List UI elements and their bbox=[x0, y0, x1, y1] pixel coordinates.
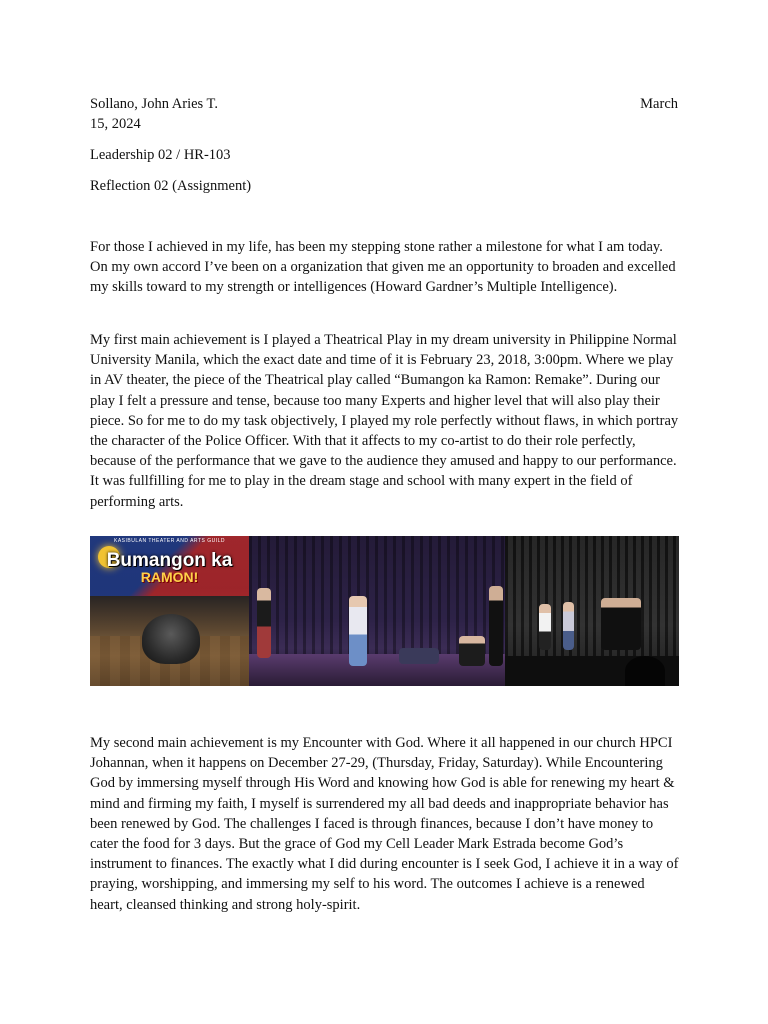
poster-title-line1: Bumangon ka bbox=[106, 550, 233, 571]
paragraph-first-achievement: My first main achievement is I played a Theatrical Play in my dream university in Philippine Normal University Manila, which the exact date and time of it is February 23, 2018, 3:00pm. Where we play in AV theater, the piece of the Theatrical play called “Bumangon ka Ramon: Remake”. During our play I felt a pressure and tense, because too many Experts and higher level that will also play their piece. So for me to do my task objectively, I played my role perfectly without flaws, in which portray the character of the Police Officer. With that it affects to my co-artist to do their role perfectly, because of the performance that we gave to the audience they amused and happy to our performance. It was fullfilling for me to play in the dream stage and school with many expert in the field of performing arts. bbox=[90, 332, 679, 510]
performer-figure bbox=[459, 636, 485, 666]
stage-photo-1 bbox=[249, 536, 505, 686]
performer-figure bbox=[601, 598, 641, 650]
poster-title-line2: RAMON! bbox=[140, 569, 199, 585]
performer-figure bbox=[399, 648, 439, 664]
header-name-line bbox=[90, 94, 678, 114]
curtain-graphic bbox=[505, 536, 679, 656]
paragraph-second-achievement: My second main achievement is my Encounter with God. Where it all happened in our church HPCI Johannan, when it happens on December 27-29, (Thursday, Friday, Saturday). While Encountering God by immersing myself through His Word and knowing how God is able for renewing my heart & mind and firming my faith, I myself is surrendered my all bad deeds and inappropriate behavior has been renewed by God. The challenges I faced is through finances, because I don’t have money to cater the food for 3 days. But the grace of God my Cell Leader Mark Estrada become God’s instrument to finances. The exactly what I did during encounter is I seek God, I achieve it in a way of praying, worshipping, and immersing my self to his word. The outcomes I achieve is a renewed heart, cleansed thinking and strong holy-spirit. bbox=[90, 735, 679, 913]
poster-guild-text: KASIBULAN THEATER AND ARTS GUILD bbox=[113, 538, 226, 544]
performer-figure bbox=[625, 656, 665, 686]
poster-head-graphic bbox=[142, 614, 200, 664]
performer-figure bbox=[563, 602, 574, 650]
performer-figure bbox=[349, 596, 367, 666]
course-code: Leadership 02 / HR-103 bbox=[90, 147, 231, 163]
date-continuation: 15, 2024 bbox=[90, 116, 141, 132]
paragraph-intro: For those I achieved in my life, has been my stepping stone rather a milestone for what I am today. On my own accord I’ve been on a organization that given me an opportunity to broaden and excelled my skills toward to my strength or intelligences (Howard Gardner’s Multiple Intelligence). bbox=[90, 239, 676, 296]
author-name: Sollano, John Aries T. bbox=[90, 96, 218, 112]
assignment-title: Reflection 02 (Assignment) bbox=[90, 178, 252, 194]
play-poster-image bbox=[90, 536, 249, 686]
performer-figure bbox=[257, 588, 271, 658]
performer-figure bbox=[489, 586, 503, 666]
stage-photo-2 bbox=[505, 536, 679, 686]
performer-figure bbox=[539, 604, 551, 650]
date-month: March bbox=[640, 96, 678, 112]
photo-strip bbox=[90, 536, 679, 686]
